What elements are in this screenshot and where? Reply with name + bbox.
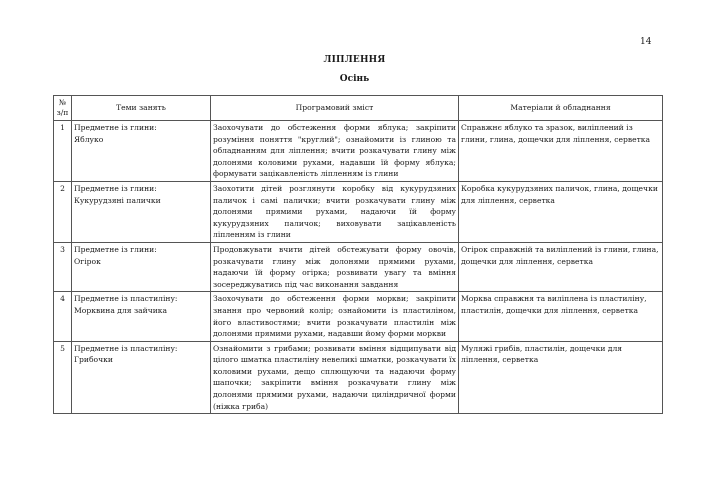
table-row [54, 121, 663, 182]
row-number: 4 [54, 292, 72, 341]
row-materials: Морква справжня та виліплена із пластиліну, пластилін, дощечки для ліплення, серветка [459, 292, 663, 341]
row-content: Заохочувати до обстеження форми моркви; закріпити знання про червоний колір; ознайомити із пластиліном, його властивостями; вчити розкачувати пластилін між долонями прямими рухами, надавши йому форми моркви [211, 292, 459, 341]
topic-type: Предметне із пластиліну: [74, 343, 178, 353]
table-row [54, 292, 663, 341]
row-number: 1 [54, 121, 72, 182]
row-materials: Муляжі грибів, пластилін, дощечки для ліплення, серветка [459, 341, 663, 414]
topic-type: Предметне із глини: [74, 183, 157, 193]
section-subtitle: Осінь [339, 74, 370, 84]
row-materials: Справжнє яблуко та зразок, виліплений із глини, глина, дощечки для ліплення, серветка [459, 121, 663, 182]
row-number: 2 [54, 181, 72, 242]
topic-type: Предметне із глини: [74, 244, 157, 254]
row-materials: Коробка кукурудзяних паличок, глина, дощечки для ліплення, серветка [459, 181, 663, 242]
lesson-table [53, 95, 663, 414]
row-content: Заохотити дітей розглянути коробку від кукурудзяних паличок і самі палички; вчити розкачувати глину між долонями прямими рухами, надаючи їй форму кукурудзяних паличок; виховувати зацікавленість ліпленням із глини [211, 181, 459, 242]
table-row [54, 181, 663, 242]
topic-name: Кукурудзяні палички [74, 195, 161, 205]
row-content: Продовжувати вчити дітей обстежувати форму овочів, розкачувати глину між долонями прямими рухами, надаючи їй форму огірка; розвивати увагу та вміння зосереджуватись під час виконання завдання [211, 242, 459, 291]
table-row [54, 242, 663, 291]
topic-name: Грибочки [74, 355, 113, 365]
table-row [54, 341, 663, 414]
header-number: № з/п [54, 96, 72, 121]
row-topic [72, 292, 211, 341]
header-topic: Теми занять [72, 96, 211, 121]
row-topic [72, 341, 211, 414]
topic-name: Огірок [74, 256, 101, 266]
row-number: 3 [54, 242, 72, 291]
header-content: Програмовий зміст [211, 96, 459, 121]
table-header-row [54, 96, 663, 121]
topic-type: Предметне із глини: [74, 123, 157, 132]
topic-name: Яблуко [74, 134, 104, 144]
topic-name: Морквина для зайчика [74, 305, 168, 315]
topic-type: Предметне із пластиліну: [74, 294, 178, 304]
row-topic [72, 181, 211, 242]
row-number: 5 [54, 341, 72, 414]
row-content: Заохочувати до обстеження форми яблука; закріпити розуміння поняття "круглий"; ознайомити із глиною та обладнанням для ліплення; вчити розкачувати глину між долонями коловими рухами, надавши їй форму яблука; формувати зацікавленість ліпленням із глини [211, 121, 459, 182]
header-materials: Матеріали й обладнання [459, 96, 663, 121]
page-number: 14 [640, 37, 652, 47]
page-title: ЛІПЛЕННЯ [323, 55, 386, 65]
row-content: Ознайомити з грибами; розвивати вміння відщипувати від цілого шматка пластиліну невеликі шматки, розкачувати їх коловими рухами, дещо сплющуючи та надаючи форму шапочки; закріпити вміння розкачувати глину між долонями прямими рухами, надаючи циліндричної форми (ніжка гриба) [211, 341, 459, 414]
row-materials: Огірок справжній та виліплений із глини, глина, дощечки для ліплення, серветка [459, 242, 663, 291]
row-topic [72, 242, 211, 291]
row-topic [72, 121, 211, 182]
